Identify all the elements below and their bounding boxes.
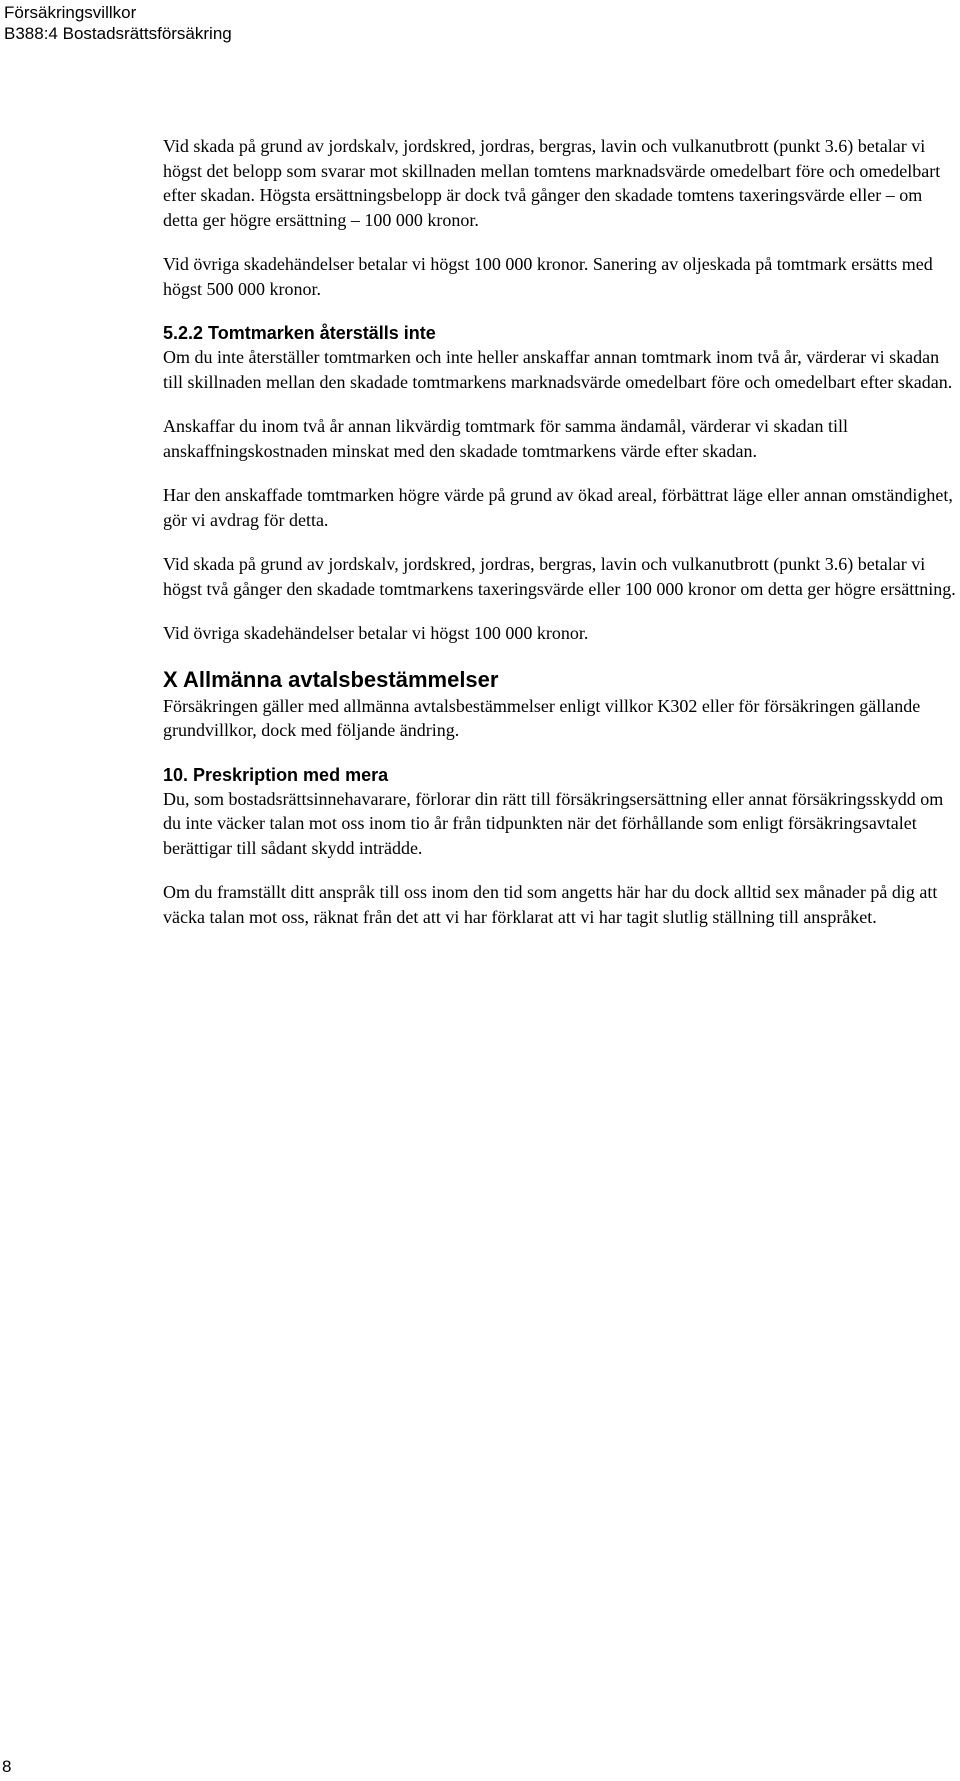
paragraph-six-months: Om du framställt ditt anspråk till oss inom den tid som angetts här har du dock alltid sex månader på dig att väcka talan mot oss, räknat från det att vi har förklarat att vi har tagit slutlig ställning till anspråket. bbox=[163, 882, 938, 927]
header-title: Försäkringsvillkor bbox=[4, 3, 137, 22]
paragraph-other-damage-limit: Vid övriga skadehändelser betalar vi högst 100 000 kronor. Sanering av oljeskada på tomtmark ersätts med högst 500 000 kronor. bbox=[163, 254, 933, 299]
section-heading-5-2-2: 5.2.2 Tomtmarken återställs inte bbox=[163, 323, 436, 343]
paragraph-other-events-limit: Vid övriga skadehändelser betalar vi högst 100 000 kronor. bbox=[163, 623, 589, 643]
page-number: 8 bbox=[2, 1757, 12, 1776]
paragraph-limitation-period: Du, som bostadsrättsinnehavarare, förlorar din rätt till försäkringsersättning eller annat försäkringsskydd om du inte väcker talan mot oss inom tio år från tidpunkten när det förhållande som enligt försäkringsavtalet berättigar till sådant skydd inträdde. bbox=[163, 788, 944, 858]
section-heading-x: X Allmänna avtalsbestämmelser bbox=[163, 666, 499, 692]
section-heading-10: 10. Preskription med mera bbox=[163, 764, 389, 785]
paragraph-earthquake-compensation: Vid skada på grund av jordskalv, jordskred, jordras, bergras, lavin och vulkanutbrott (punkt 3.6) betalar vi högst det belopp som svarar mot skillnaden mellan tomtens marknadsvärde omedelbart före och omedelbart efter skadan. Högsta ersättningsbelopp är dock två gånger den skadade tomtens taxeringsvärde eller – om detta ger högre ersättning – 100 000 kronor. bbox=[163, 136, 941, 230]
paragraph-not-restored: Om du inte återställer tomtmarken och inte heller anskaffar annan tomtmark inom två år, värderar vi skadan till skillnaden mellan den skadade tomtmarkens marknadsvärde omedelbart före och omedelbart efter skadan. bbox=[163, 347, 953, 392]
paragraph-general-terms: Försäkringen gäller med allmänna avtalsbestämmelser enligt villkor K302 eller för försäkringen gällande grundvillkor, dock med följande ändring. bbox=[163, 695, 921, 740]
paragraph-natural-disaster-limit: Vid skada på grund av jordskalv, jordskred, jordras, bergras, lavin och vulkanutbrott (punkt 3.6) betalar vi högst två gånger den skadade tomtmarkens taxeringsvärde eller 100 000 kronor om detta ger högre ersättning. bbox=[163, 554, 956, 599]
paragraph-higher-value-deduction: Har den anskaffade tomtmarken högre värde på grund av ökad areal, förbättrat läge eller annan omständighet, gör vi avdrag för detta. bbox=[163, 485, 953, 530]
header-subtitle: B388:4 Bostadsrättsförsäkring bbox=[4, 24, 232, 43]
document-header bbox=[4, 2, 232, 44]
paragraph-acquire-equivalent: Anskaffar du inom två år annan likvärdig tomtmark för samma ändamål, värderar vi skadan till anskaffningskostnaden minskat med den skadade tomtmarkens värde efter skadan. bbox=[163, 416, 848, 461]
document-body bbox=[163, 134, 959, 949]
